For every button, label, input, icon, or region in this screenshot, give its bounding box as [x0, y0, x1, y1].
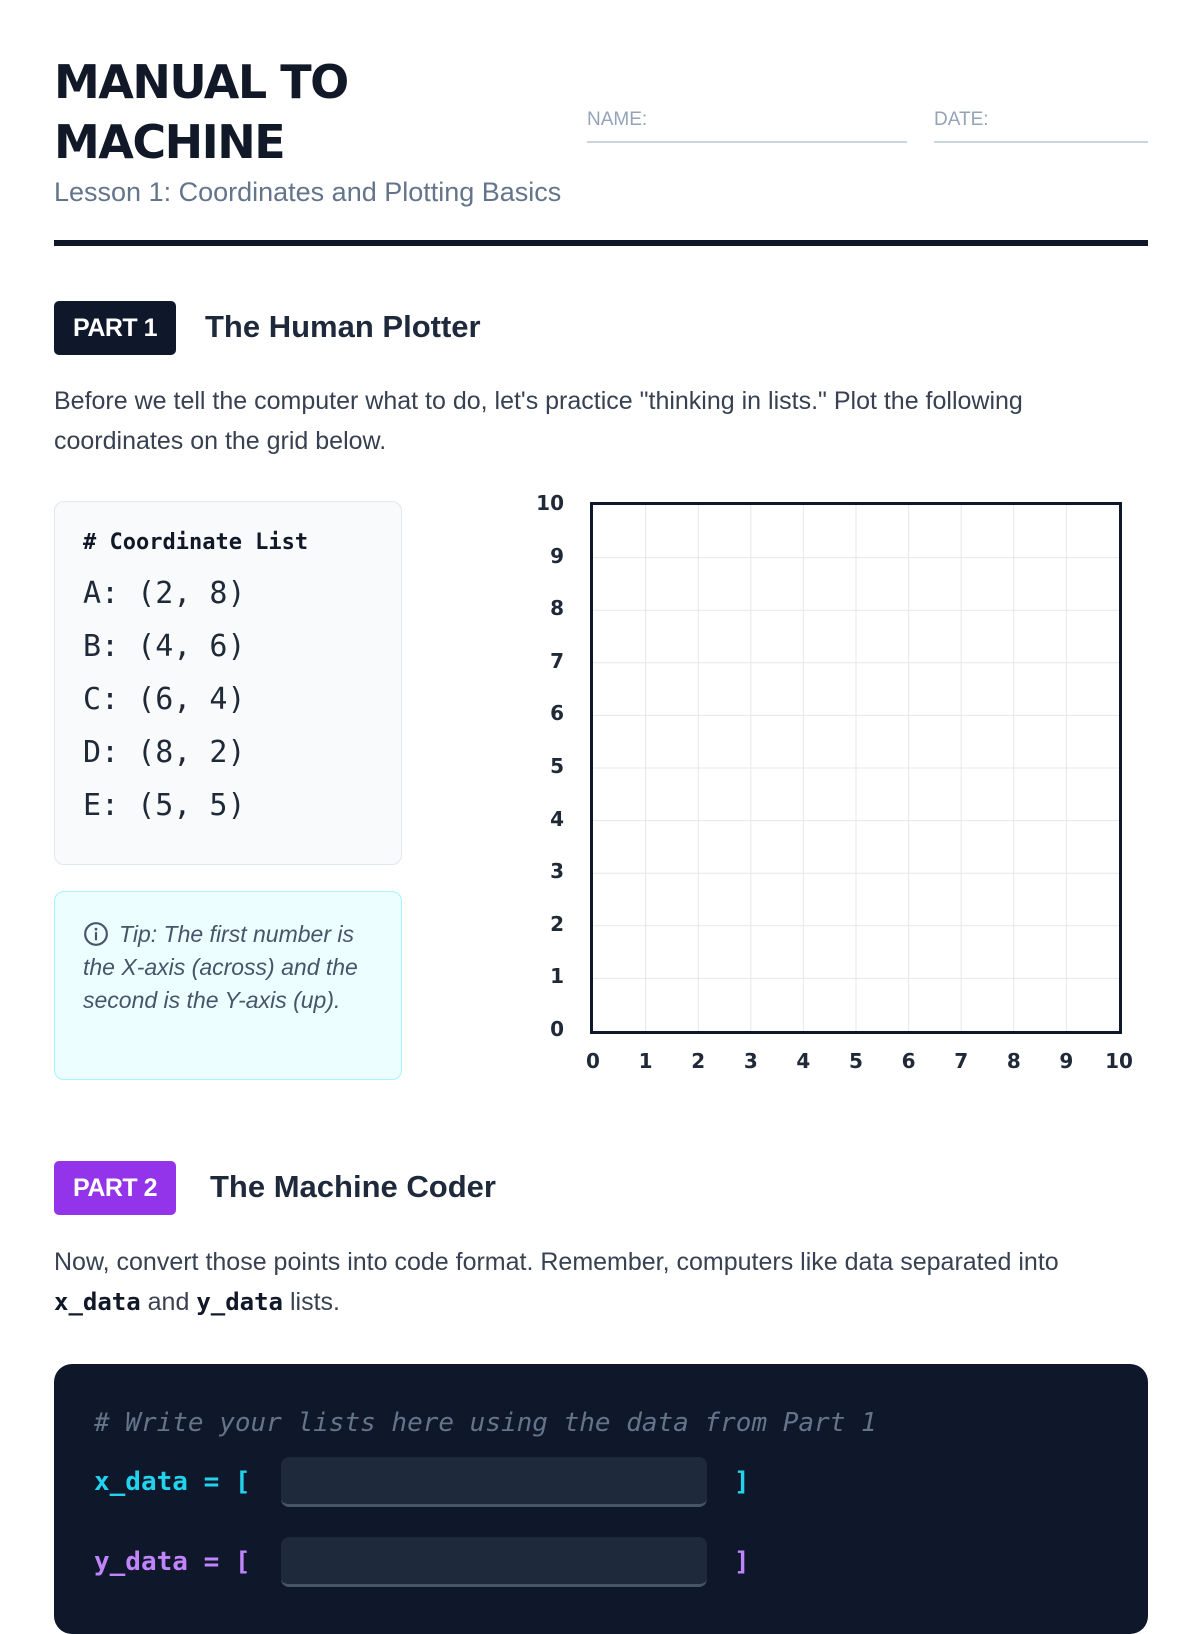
worksheet-title — [54, 52, 474, 172]
x-data-close-bracket: ] — [734, 1467, 750, 1497]
part2-intro-before: Now, convert those points into code format. Remember, computers like data separated into — [54, 1248, 1059, 1276]
coordinate-grid — [478, 491, 1138, 1084]
x-tick-label: 1 — [638, 1049, 653, 1073]
y-data-input[interactable] — [281, 1537, 707, 1587]
x-tick-label: 9 — [1059, 1049, 1074, 1073]
x-data-input[interactable] — [281, 1457, 707, 1507]
date-field[interactable] — [934, 109, 1148, 143]
x-tick-label: 5 — [849, 1049, 863, 1073]
y-data-inline-code: y_data — [196, 1288, 284, 1316]
coordinate-item-a: A: (2, 8) — [83, 576, 246, 611]
date-label: DATE: — [934, 109, 989, 130]
x-tick-label: 3 — [743, 1049, 758, 1073]
lesson-subtitle: Lesson 1: Coordinates and Plotting Basics — [54, 177, 562, 207]
y-tick-label: 10 — [536, 491, 564, 515]
x-data-line — [94, 1467, 251, 1497]
name-field[interactable] — [587, 109, 907, 143]
y-tick-label: 8 — [550, 596, 564, 621]
part1-badge: PART 1 — [54, 301, 176, 355]
title-line-1: MANUAL TO — [54, 55, 348, 109]
tip-content — [83, 918, 378, 1017]
coordinate-item-e: E: (5, 5) — [83, 788, 246, 823]
y-tick-label: 1 — [550, 964, 564, 989]
coordinate-list-card — [54, 501, 402, 865]
y-tick-label: 5 — [550, 754, 564, 778]
y-data-line — [94, 1547, 251, 1577]
part2-badge: PART 2 — [54, 1161, 176, 1215]
header-divider — [54, 240, 1148, 246]
y-tick-label: 2 — [550, 911, 564, 936]
part1-title: The Human Plotter — [205, 309, 481, 344]
tip-text: Tip: The first number is the X-axis (across) and the second is the Y-axis (up). — [83, 921, 358, 1013]
part2-intro-middle: and — [140, 1288, 197, 1316]
x-data-inline-code: x_data — [54, 1288, 141, 1316]
y-tick-label: 4 — [550, 806, 564, 831]
part2-title: The Machine Coder — [210, 1169, 496, 1204]
x-tick-label: 7 — [954, 1049, 969, 1073]
coordinate-item-c: C: (6, 4) — [83, 682, 246, 717]
x-tick-label: 10 — [1105, 1049, 1133, 1073]
coordinate-list-heading: # Coordinate List — [83, 530, 309, 555]
x-tick-label: 8 — [1006, 1049, 1021, 1073]
y-tick-label: 7 — [550, 648, 564, 673]
coordinate-item-b: B: (4, 6) — [83, 629, 246, 664]
y-tick-label: 9 — [550, 543, 564, 568]
x-tick-label: 2 — [691, 1049, 706, 1073]
info-icon — [83, 921, 109, 947]
x-tick-label: 6 — [901, 1049, 916, 1073]
y-tick-label: 3 — [550, 859, 564, 884]
tip-box — [54, 891, 402, 1080]
y-data-close-bracket: ] — [734, 1547, 750, 1577]
part1-intro: Before we tell the computer what to do, let's practice "thinking in lists." Plot the following coordinates on the grid below. — [54, 387, 1023, 455]
code-comment: # Write your lists here using the data from Part 1 — [94, 1408, 877, 1438]
x-tick-label: 0 — [586, 1049, 600, 1073]
y-data-prefix: y_data = [ — [94, 1547, 251, 1577]
x-data-prefix: x_data = [ — [94, 1467, 251, 1497]
part2-intro — [54, 1242, 1148, 1322]
plot-area[interactable] — [590, 502, 1122, 1034]
coordinate-item-d: D: (8, 2) — [83, 735, 246, 770]
y-tick-label: 6 — [550, 701, 564, 726]
part2-intro-after: lists. — [283, 1288, 340, 1316]
x-tick-label: 4 — [796, 1049, 811, 1073]
y-tick-label: 0 — [550, 1017, 564, 1041]
title-line-2: MACHINE — [54, 115, 285, 169]
grid-lines — [593, 505, 1119, 1031]
name-label: NAME: — [587, 109, 648, 130]
